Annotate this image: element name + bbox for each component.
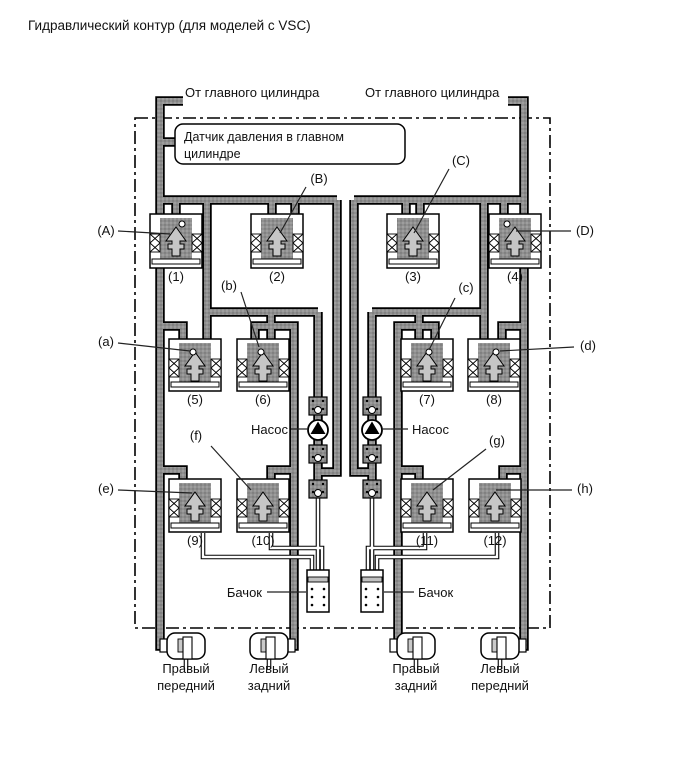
valve-seat bbox=[152, 259, 200, 264]
solenoid-valve-9 bbox=[169, 479, 221, 532]
check-valve-dot bbox=[376, 408, 378, 410]
wheel-connector-rear-left bbox=[250, 633, 295, 659]
reservoir-right bbox=[361, 570, 383, 612]
valve-number-5: (5) bbox=[187, 392, 203, 407]
solenoid-valve-3 bbox=[387, 214, 439, 268]
reservoir-spring-dot bbox=[365, 604, 368, 607]
check-valve-dot bbox=[322, 448, 324, 450]
page-title: Гидравлический контур (для моделей с VSC) bbox=[28, 18, 311, 33]
valve-spring bbox=[443, 499, 453, 517]
check-valve-dot bbox=[312, 491, 314, 493]
check-valve-dot bbox=[312, 483, 314, 485]
check-valve-dot bbox=[366, 448, 368, 450]
reservoir-spring-dot bbox=[311, 588, 314, 591]
check-valve-dot bbox=[322, 400, 324, 402]
callout-label-12: (h) bbox=[577, 481, 593, 496]
sensor-callout bbox=[175, 124, 405, 164]
valve-number-4: (4) bbox=[507, 269, 523, 284]
solenoid-valve-4 bbox=[489, 214, 541, 268]
check-ball bbox=[504, 221, 510, 227]
pump-right bbox=[362, 420, 382, 440]
check-valve-dot bbox=[376, 448, 378, 450]
valve-spring bbox=[293, 234, 303, 252]
reservoir-spring-dot bbox=[323, 604, 326, 607]
callout-label-8: (d) bbox=[580, 338, 596, 353]
valve-spring bbox=[192, 234, 202, 252]
check-valve-ball bbox=[315, 490, 322, 497]
valve-spring bbox=[169, 359, 179, 377]
callout-label-1: (A) bbox=[97, 223, 115, 238]
valve-spring bbox=[510, 359, 520, 377]
wheel-connector-rear-left-label-line1: Левый bbox=[249, 661, 289, 676]
wheel-connector-rear-right-label-line1: Правый bbox=[392, 661, 440, 676]
wheel-connector-rear-left-label-line2: задний bbox=[247, 678, 291, 693]
check-valve-dot bbox=[312, 456, 314, 458]
reservoir-piston bbox=[308, 577, 328, 582]
check-valve-dot bbox=[376, 400, 378, 402]
valve-spring bbox=[251, 234, 261, 252]
callout-label-7: (c) bbox=[458, 280, 474, 295]
check-valve-dot bbox=[312, 400, 314, 402]
solenoid-valve-2 bbox=[251, 214, 303, 268]
valve-number-11: (11) bbox=[415, 533, 439, 548]
check-valve-ball bbox=[369, 455, 376, 462]
valve-seat bbox=[470, 382, 518, 387]
valve-spring bbox=[401, 499, 411, 517]
solenoid-valve-8 bbox=[468, 339, 520, 391]
wheel-connector-front-left-label-line1: Левый bbox=[480, 661, 520, 676]
valve-spring bbox=[169, 499, 179, 517]
valve-spring bbox=[401, 359, 411, 377]
connector-slot bbox=[183, 637, 192, 659]
check-valve-dot bbox=[366, 408, 368, 410]
wheel-connector-front-right bbox=[160, 633, 205, 659]
connector-slot bbox=[497, 637, 506, 659]
check-valve-dot bbox=[366, 483, 368, 485]
reservoir-spring-dot bbox=[377, 588, 380, 591]
check-valve-ball bbox=[315, 455, 322, 462]
valve-number-9: (9) bbox=[187, 533, 203, 548]
valve-number-2: (2) bbox=[269, 269, 285, 284]
valve-spring bbox=[469, 499, 479, 517]
valve-number-12: (12) bbox=[483, 533, 507, 548]
valve-number-3: (3) bbox=[405, 269, 421, 284]
connector-slot bbox=[266, 637, 275, 659]
master-cylinder-label-right: От главного цилиндра bbox=[365, 85, 500, 100]
callout-label-11: (g) bbox=[489, 433, 505, 448]
valve-spring bbox=[489, 234, 499, 252]
valve-seat bbox=[389, 259, 437, 264]
valve-spring bbox=[468, 359, 478, 377]
check-ball bbox=[190, 349, 196, 355]
valve-number-6: (6) bbox=[255, 392, 271, 407]
check-valve-dot bbox=[376, 491, 378, 493]
check-valve-dot bbox=[322, 456, 324, 458]
valve-spring bbox=[237, 499, 247, 517]
check-valve bbox=[309, 397, 327, 415]
pump-label-left: Насос bbox=[251, 422, 288, 437]
check-valve bbox=[363, 445, 381, 463]
valve-number-1: (1) bbox=[168, 269, 184, 284]
check-valve-ball bbox=[369, 407, 376, 414]
valve-seat bbox=[253, 259, 301, 264]
valve-spring bbox=[511, 499, 521, 517]
valve-spring bbox=[279, 359, 289, 377]
check-valve-dot bbox=[312, 448, 314, 450]
wheel-connector-front-right-label-line2: передний bbox=[157, 678, 215, 693]
master-cylinder-label-left: От главного цилиндра bbox=[185, 85, 320, 100]
check-ball bbox=[258, 349, 264, 355]
check-valve-dot bbox=[366, 400, 368, 402]
connector-slot bbox=[413, 637, 422, 659]
reservoir-spring-dot bbox=[311, 596, 314, 599]
solenoid-valve-6 bbox=[237, 339, 289, 391]
valve-number-10: (10) bbox=[251, 533, 275, 548]
reservoir-label-left: Бачок bbox=[226, 585, 262, 600]
sensor-callout-line1: Датчик давления в главном bbox=[184, 130, 345, 144]
check-valve-dot bbox=[376, 456, 378, 458]
valve-spring bbox=[237, 359, 247, 377]
valve-spring bbox=[211, 499, 221, 517]
solenoid-valve-5 bbox=[169, 339, 221, 391]
reservoir-body bbox=[307, 570, 329, 612]
reservoir-spring-dot bbox=[365, 588, 368, 591]
valve-seat bbox=[239, 382, 287, 387]
callout-label-9: (e) bbox=[98, 481, 114, 496]
valve-seat bbox=[239, 523, 287, 528]
valve-spring bbox=[531, 234, 541, 252]
wheel-connector-front-left-label-line2: передний bbox=[471, 678, 529, 693]
valve-seat bbox=[171, 382, 219, 387]
callout-label-4: (D) bbox=[575, 223, 595, 238]
valve-spring bbox=[443, 359, 453, 377]
valve-number-7: (7) bbox=[419, 392, 435, 407]
wheel-connector-rear-right-label-line2: задний bbox=[394, 678, 438, 693]
solenoid-valve-11 bbox=[401, 479, 453, 532]
callout-label-10: (f) bbox=[189, 428, 203, 443]
callout-label-6: (b) bbox=[221, 278, 237, 293]
check-valve-dot bbox=[322, 408, 324, 410]
check-valve-dot bbox=[366, 491, 368, 493]
check-valve-dot bbox=[322, 483, 324, 485]
reservoir-spring-dot bbox=[377, 596, 380, 599]
valve-seat bbox=[471, 523, 519, 528]
reservoir-piston bbox=[362, 577, 382, 582]
check-valve bbox=[309, 480, 327, 498]
reservoir-spring-dot bbox=[323, 596, 326, 599]
check-valve bbox=[363, 480, 381, 498]
valve-seat bbox=[171, 523, 219, 528]
reservoir-spring-dot bbox=[323, 588, 326, 591]
wheel-connector-front-right-label-line1: Правый bbox=[162, 661, 210, 676]
pump-label-right: Насос bbox=[412, 422, 449, 437]
check-valve-dot bbox=[366, 456, 368, 458]
valve-spring bbox=[387, 234, 397, 252]
check-valve-ball bbox=[315, 407, 322, 414]
solenoid-valve-10 bbox=[237, 479, 289, 532]
check-valve-ball bbox=[369, 490, 376, 497]
valve-seat bbox=[403, 382, 451, 387]
solenoid-valve-12 bbox=[469, 479, 521, 532]
pump-left bbox=[308, 420, 328, 440]
reservoir-spring-dot bbox=[365, 596, 368, 599]
valve-seat bbox=[403, 523, 451, 528]
valve-spring bbox=[279, 499, 289, 517]
valve-spring bbox=[429, 234, 439, 252]
check-ball bbox=[179, 221, 185, 227]
check-valve-dot bbox=[322, 491, 324, 493]
check-valve bbox=[363, 397, 381, 415]
reservoir-spring-dot bbox=[311, 604, 314, 607]
callout-label-5: (a) bbox=[98, 334, 114, 349]
sensor-callout-line2: цилиндре bbox=[184, 147, 241, 161]
solenoid-valve-7 bbox=[401, 339, 453, 391]
reservoir-left bbox=[307, 570, 329, 612]
check-ball bbox=[493, 349, 499, 355]
solenoid-valve-1 bbox=[150, 214, 202, 268]
check-valve-dot bbox=[312, 408, 314, 410]
valve-spring bbox=[211, 359, 221, 377]
callout-label-3: (C) bbox=[451, 153, 471, 168]
reservoir-body bbox=[361, 570, 383, 612]
check-valve bbox=[309, 445, 327, 463]
valve-number-8: (8) bbox=[486, 392, 502, 407]
valve-seat bbox=[491, 259, 539, 264]
callout-label-2: (B) bbox=[310, 171, 328, 186]
check-valve-dot bbox=[376, 483, 378, 485]
valve-spring bbox=[150, 234, 160, 252]
reservoir-label-right: Бачок bbox=[418, 585, 454, 600]
reservoir-spring-dot bbox=[377, 604, 380, 607]
